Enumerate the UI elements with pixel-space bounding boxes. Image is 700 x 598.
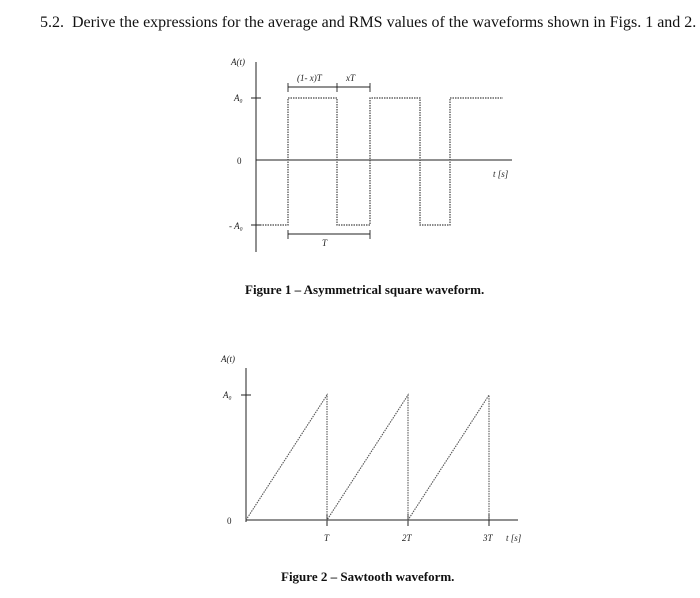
problem-number: 5.2. bbox=[40, 14, 64, 31]
fig1-x-axis-label: t [s] bbox=[493, 169, 509, 179]
fig2-y-axis-label: A(t) bbox=[221, 354, 235, 364]
fig1-level-high: A₀ bbox=[234, 93, 243, 103]
fig2-sawtooth-wave bbox=[246, 395, 489, 520]
fig1-dim-low-label: xT bbox=[346, 73, 355, 83]
fig1-dim-high-label: (1- x)T bbox=[297, 73, 322, 83]
fig1-level-low: - A₀ bbox=[229, 221, 243, 231]
fig1-square-wave bbox=[260, 98, 503, 225]
fig1-caption: Figure 1 – Asymmetrical square waveform. bbox=[245, 282, 485, 297]
fig2-tick-label-3T: 3T bbox=[483, 533, 493, 543]
fig2-tick-label-2T: 2T bbox=[402, 533, 412, 543]
fig2-caption: Figure 2 – Sawtooth waveform. bbox=[281, 569, 455, 584]
fig1-level-zero: 0 bbox=[237, 156, 242, 166]
fig2-x-axis-label: t [s] bbox=[506, 533, 522, 543]
fig2-level-zero: 0 bbox=[227, 516, 232, 526]
fig2-tick-label-T: T bbox=[324, 533, 330, 543]
figure-2 bbox=[220, 354, 522, 584]
problem-text: Derive the expressions for the average and RMS values of the waveforms shown in Figs. 1 and 2. bbox=[72, 14, 697, 31]
fig1-dim-period-label: T bbox=[322, 238, 328, 248]
fig1-y-axis-label: A(t) bbox=[231, 57, 245, 67]
figure-1 bbox=[229, 57, 512, 297]
fig2-level-high: A₀ bbox=[223, 390, 232, 400]
